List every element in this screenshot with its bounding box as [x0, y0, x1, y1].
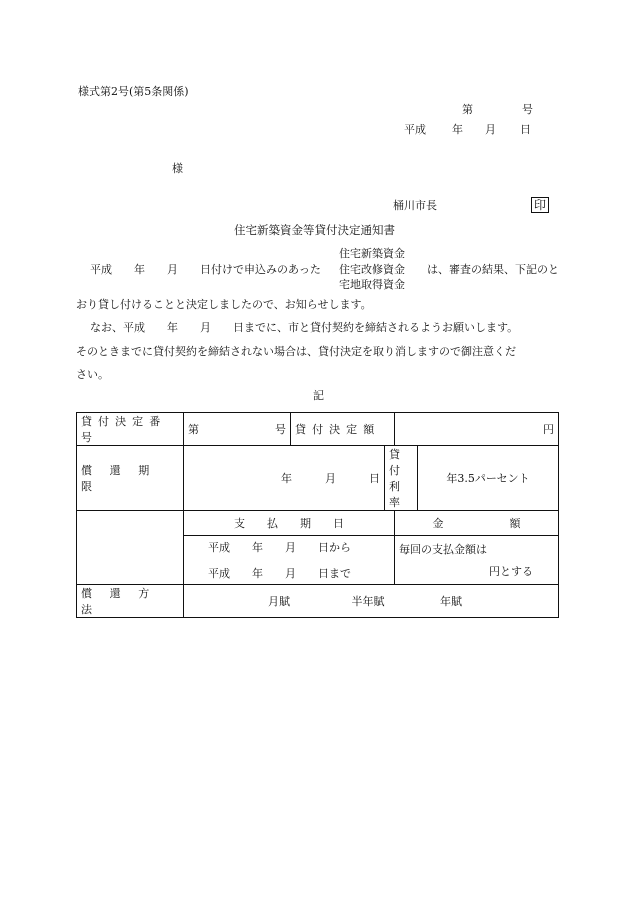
date-era: 平成 — [404, 123, 426, 136]
body-line5: さい。 — [76, 368, 109, 381]
body-line1-end: は、審査の結果、下記のと — [427, 263, 559, 276]
addressee-suffix: 様 — [172, 162, 183, 175]
amount-header: 金 額 — [395, 511, 559, 536]
interest-rate-value: 年3.5パーセント — [418, 446, 559, 511]
date-day: 日 — [520, 123, 531, 136]
interest-rate-label: 貸付利率 — [385, 446, 418, 511]
method-monthly: 月賦 — [268, 595, 290, 608]
fund-type-3: 宅地取得資金 — [339, 278, 405, 291]
loan-decision-table — [76, 412, 559, 618]
loan-amount-yen: 円 — [395, 413, 559, 446]
loan-no-go: 号 — [275, 423, 287, 436]
loan-decision-no-label: 貸付決定番号 — [77, 413, 184, 446]
payment-blank-cell — [77, 511, 184, 585]
form-code: 様式第2号(第5条関係) — [78, 85, 189, 98]
payment-period-header: 支 払 期 日 — [184, 511, 395, 536]
repay-period-value: 年 月 日 — [184, 446, 385, 511]
payment-dates-cell — [184, 536, 395, 585]
body-line2: おり貸し付けることと決定しましたので、お知らせします。 — [76, 298, 372, 311]
body-line1-start: 平成 年 月 日付けで申込みのあった — [90, 263, 321, 276]
doc-number-go: 号 — [522, 103, 533, 116]
per-payment-label: 毎回の支払金額は — [399, 543, 488, 556]
ki-heading: 記 — [313, 389, 324, 402]
body-line3: なお、平成 年 月 日までに、市と貸付契約を締結されるようお願いします。 — [90, 321, 519, 334]
payment-amount-cell — [395, 536, 559, 585]
doc-number-dai: 第 — [462, 103, 473, 116]
issuer: 桶川市長 — [393, 199, 437, 212]
body-line4: そのときまでに貸付契約を締結されない場合は、貸付決定を取り消しますので御注意くだ — [76, 345, 516, 358]
repay-method-label: 償還方法 — [77, 585, 184, 618]
date-month: 月 — [485, 123, 496, 136]
method-semiannual: 半年賦 — [351, 595, 385, 608]
payment-to-line: 平成 年 月 日まで — [208, 567, 351, 580]
repay-method-options — [184, 585, 559, 618]
document-title: 住宅新築資金等貸付決定通知書 — [234, 223, 395, 237]
loan-no-dai: 第 — [188, 423, 199, 436]
loan-amount-label: 貸付決定額 — [291, 413, 395, 446]
payment-from-line: 平成 年 月 日から — [208, 541, 351, 554]
date-year: 年 — [452, 123, 463, 136]
method-annual: 年賦 — [440, 595, 462, 608]
per-payment-yen: 円とする — [489, 565, 534, 578]
repay-period-label: 償還期限 — [77, 446, 184, 511]
fund-type-2: 住宅改修資金 — [339, 263, 405, 276]
fund-type-1: 住宅新築資金 — [339, 247, 405, 260]
loan-decision-no-cell — [184, 413, 291, 446]
seal-stamp: 印 — [531, 197, 549, 213]
